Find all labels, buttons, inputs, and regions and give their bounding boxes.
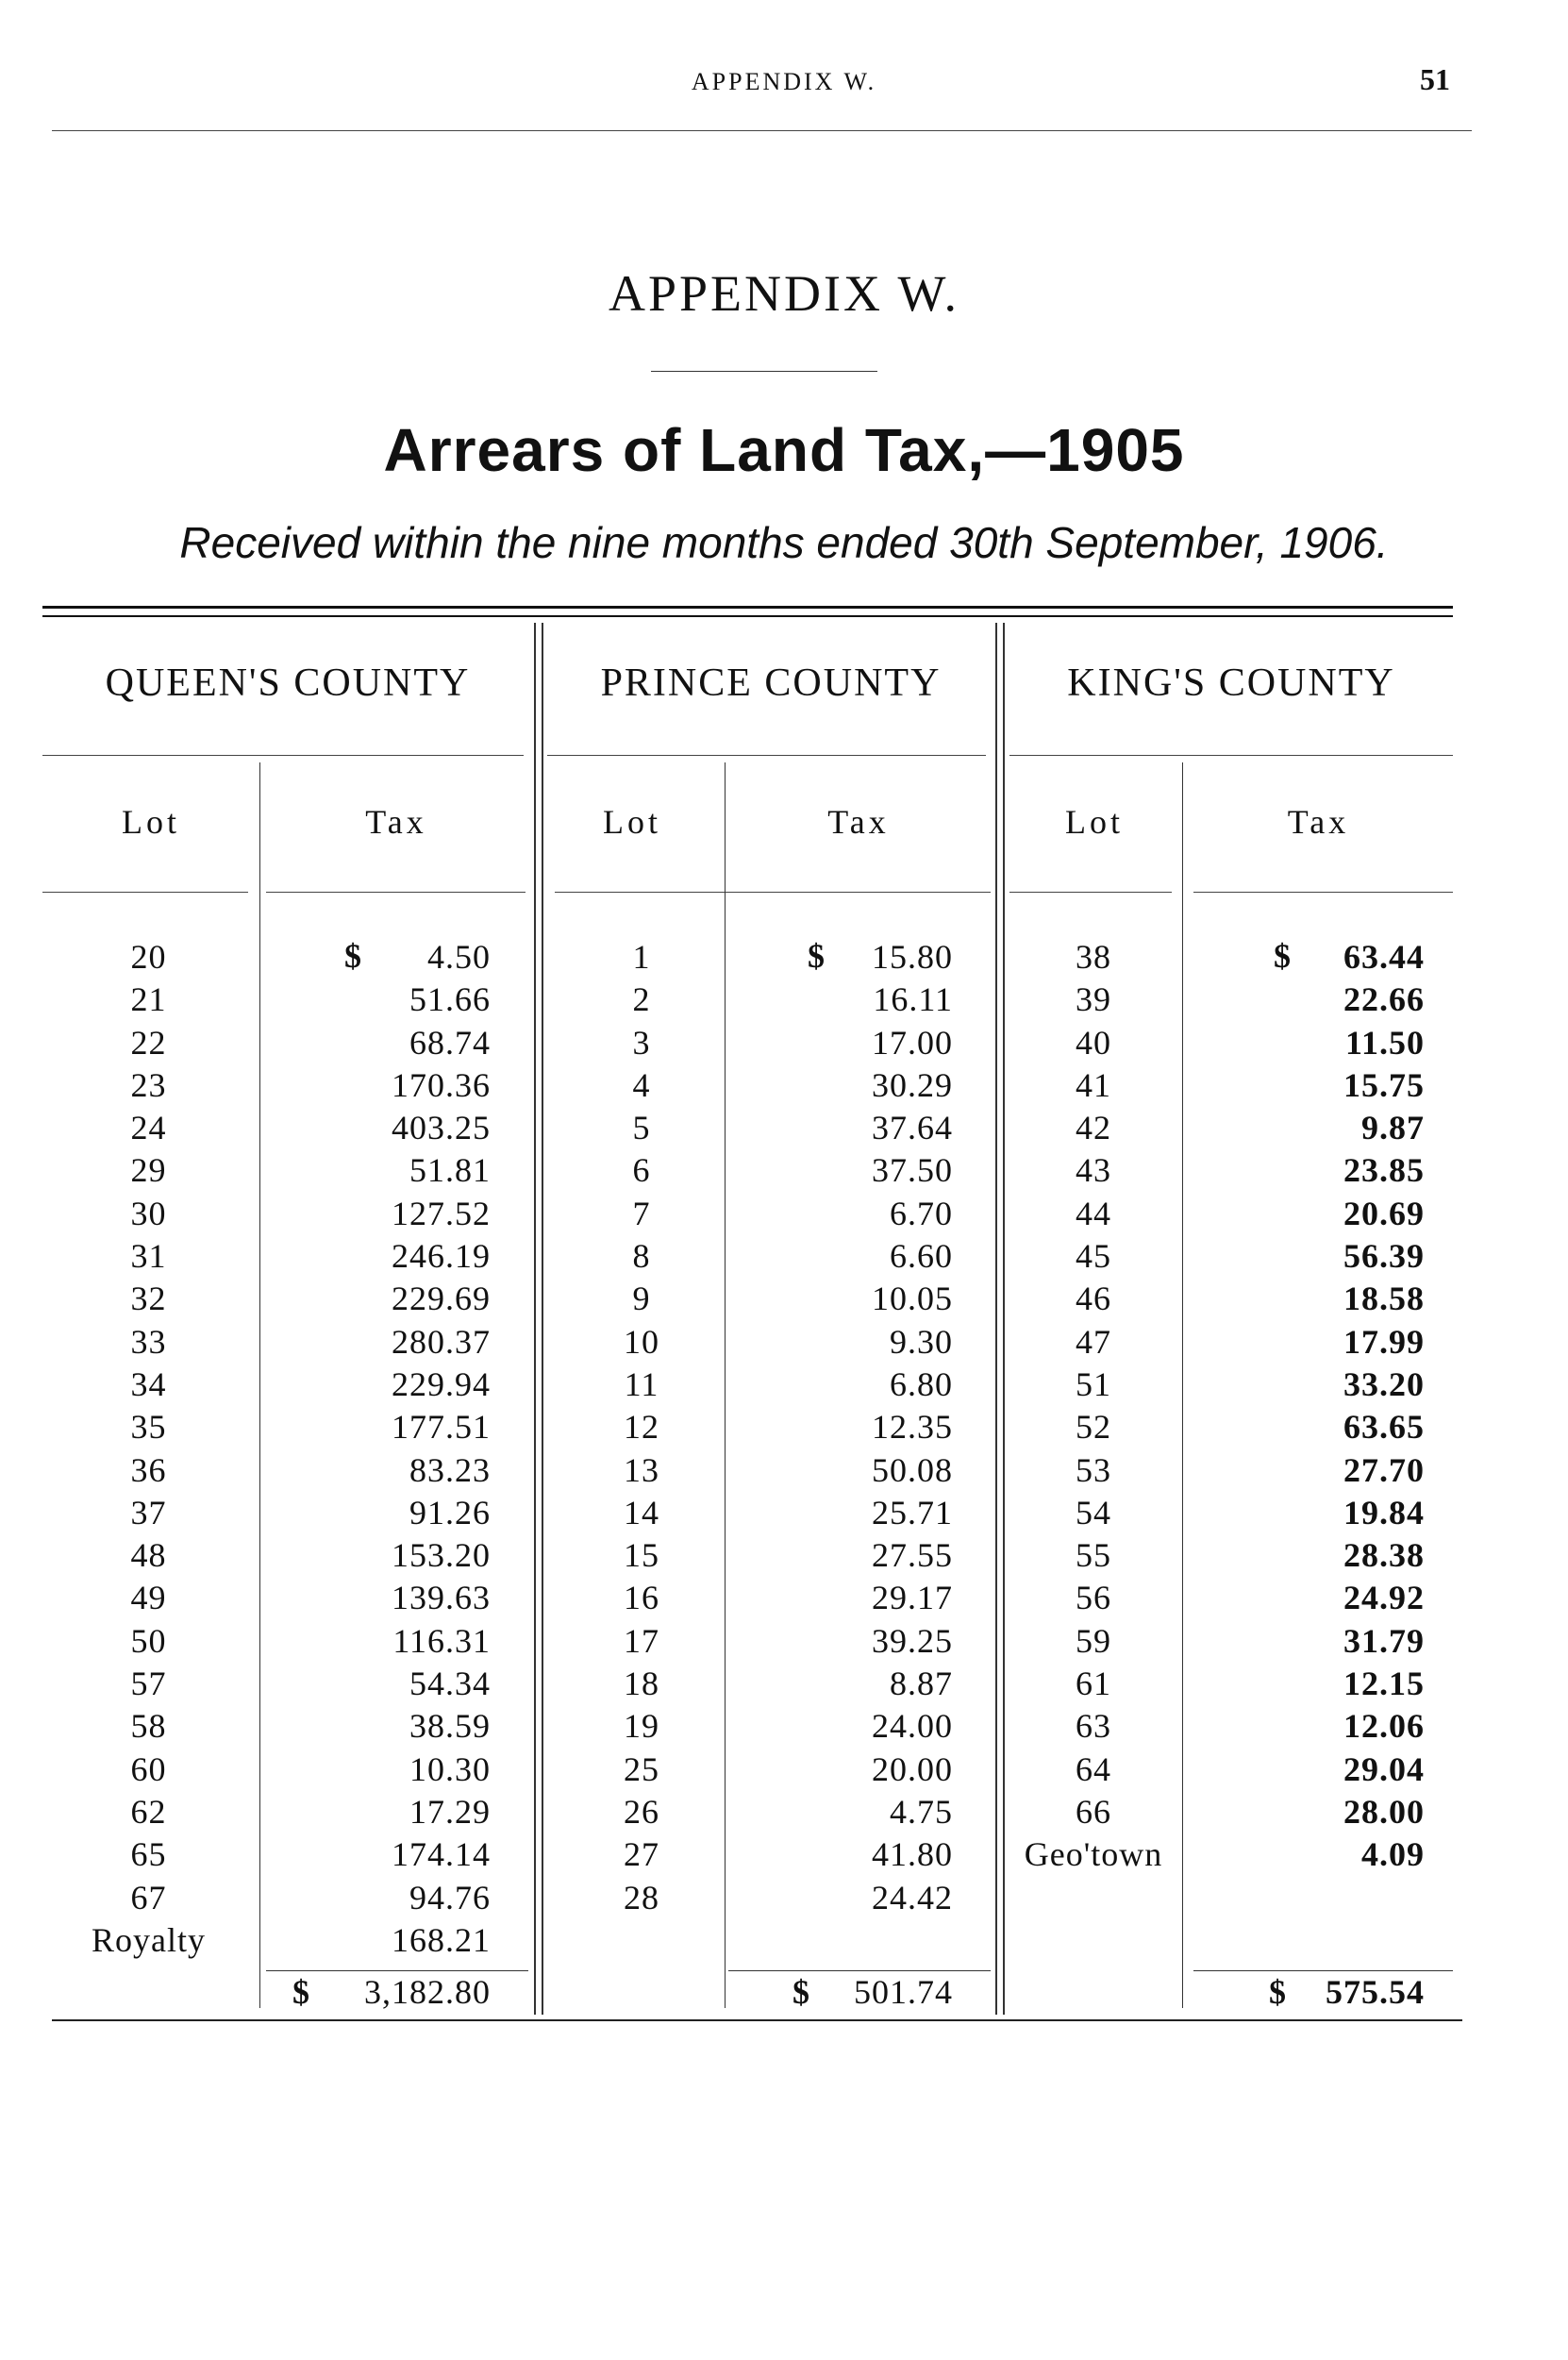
colhead-rule-5 (1193, 892, 1453, 893)
tax-cell: 168.21 (392, 1920, 491, 1959)
tax-cell: 19.84 (1343, 1493, 1425, 1531)
tax-header-prince: Tax (827, 803, 890, 841)
total-prince (792, 1972, 953, 2012)
tax-cell: 29.04 (1343, 1749, 1425, 1788)
dollar-sign: $ (1274, 937, 1291, 975)
colhead-rule-4 (1009, 892, 1172, 893)
table-bottom-rule (52, 2019, 1462, 2021)
tax-cell: 24.00 (872, 1707, 953, 1746)
lot-cell: Royalty (92, 1920, 206, 1959)
colhead-rule-2 (266, 892, 525, 893)
tax-cell: 11.50 (1344, 1023, 1425, 1062)
lot-cell: 32 (130, 1280, 167, 1318)
lot-cell: 37 (130, 1493, 167, 1531)
lot-cell: 42 (1076, 1109, 1111, 1147)
lot-cell: 66 (1076, 1792, 1111, 1831)
lot-cell: 20 (130, 938, 167, 976)
lot-cell: 58 (130, 1707, 167, 1746)
tax-cell: 20.00 (872, 1749, 953, 1788)
lot-cell: 27 (624, 1835, 659, 1874)
total-rule-prince (728, 1970, 991, 1971)
lot-cell: 31 (130, 1237, 167, 1276)
lot-cell: 26 (624, 1792, 659, 1831)
tax-cell: 139.63 (392, 1579, 491, 1617)
tax-cell: 17.99 (1343, 1322, 1425, 1361)
total-value: 501.74 (854, 1973, 953, 2011)
total-value: 575.54 (1326, 1973, 1425, 2011)
lot-cell: 11 (624, 1364, 659, 1403)
tax-cell: 10.05 (872, 1280, 953, 1318)
dollar-sign: $ (344, 937, 361, 975)
tax-cell: 16.11 (873, 980, 953, 1019)
tax-cell: 28.38 (1343, 1536, 1425, 1575)
lot-cell: 44 (1076, 1194, 1111, 1232)
tax-cell: 27.55 (872, 1536, 953, 1575)
tax-cell: 41.80 (872, 1835, 953, 1874)
tax-cell: 37.64 (872, 1109, 953, 1147)
subtitle: Received within the nine months ended 30th September, 1906. (179, 518, 1389, 567)
tax-cell: 39.25 (872, 1621, 953, 1660)
lot-cell: 65 (130, 1835, 167, 1874)
tax-cell: 94.76 (409, 1878, 491, 1916)
tax-cell: 10.30 (409, 1749, 491, 1788)
lot-cell: 43 (1076, 1151, 1111, 1190)
lot-cell: 45 (1076, 1237, 1111, 1276)
lot-cell: 22 (130, 1023, 167, 1062)
lot-cell: 60 (130, 1749, 167, 1788)
lot-cell: 59 (1076, 1621, 1111, 1660)
colhead-rule-3 (555, 892, 991, 893)
tax-cell: 177.51 (392, 1408, 491, 1447)
lot-cell: 24 (130, 1109, 167, 1147)
tax-cell: 56.39 (1343, 1237, 1425, 1276)
tax-cell: 24.42 (872, 1878, 953, 1916)
lot-cell: 63 (1076, 1707, 1111, 1746)
tax-column-kings (1208, 936, 1425, 1877)
lot-cell: 56 (1076, 1579, 1111, 1617)
total-rule-queens (266, 1970, 528, 1971)
lot-cell: 3 (632, 1023, 651, 1062)
tax-cell: 153.20 (392, 1536, 491, 1575)
tax-cell: 15.75 (1343, 1065, 1425, 1104)
running-head: APPENDIX W. (691, 68, 877, 95)
lot-cell: 46 (1076, 1280, 1111, 1318)
total-queens (292, 1972, 491, 2012)
tax-header-queens: Tax (365, 803, 427, 841)
tax-cell: 12.06 (1343, 1707, 1425, 1746)
tax-cell: 54.34 (409, 1665, 491, 1703)
lot-cell: 50 (130, 1621, 167, 1660)
tax-cell: 116.31 (392, 1621, 491, 1660)
lot-cell: 23 (130, 1065, 167, 1104)
tax-cell: 31.79 (1343, 1621, 1425, 1660)
lot-cell: 53 (1076, 1450, 1111, 1489)
dollar-sign: $ (792, 1973, 810, 2011)
vrule-divider-2a (995, 623, 997, 2015)
tax-cell: 280.37 (392, 1322, 491, 1361)
dollar-sign: $ (808, 937, 825, 975)
lot-cell: 29 (130, 1151, 167, 1190)
tax-cell: 8.87 (890, 1665, 953, 1703)
lot-column-kings (1008, 936, 1179, 1877)
main-title: Arrears of Land Tax,—1905 (383, 416, 1185, 484)
tax-cell: 12.35 (872, 1408, 953, 1447)
lot-header-kings: Lot (1065, 803, 1124, 841)
page-number: 51 (1420, 62, 1450, 96)
total-kings (1269, 1972, 1425, 2012)
tax-cell: 229.69 (392, 1280, 491, 1318)
lot-cell: 38 (1076, 938, 1111, 976)
tax-cell: 170.36 (392, 1065, 491, 1104)
lot-cell: 64 (1076, 1749, 1111, 1788)
tax-header-kings: Tax (1287, 803, 1350, 841)
lot-cell: 4 (632, 1065, 651, 1104)
vrule-kings (1182, 762, 1183, 2008)
lot-cell: 49 (130, 1579, 167, 1617)
lot-cell: 34 (130, 1364, 167, 1403)
tax-column-queens (283, 936, 491, 1962)
dollar-sign: $ (292, 1973, 310, 2011)
lot-cell: 6 (632, 1151, 651, 1190)
tax-cell: 63.44 (1343, 938, 1425, 976)
lot-cell: 62 (130, 1792, 167, 1831)
dollar-sign: $ (1269, 1973, 1287, 2011)
lot-column-prince (547, 936, 736, 1919)
header-rule (52, 130, 1472, 131)
table-top-rule (42, 606, 1453, 609)
vrule-queens (259, 762, 260, 2008)
total-rule-kings (1193, 1970, 1453, 1971)
lot-header-prince: Lot (603, 803, 661, 841)
lot-cell: 30 (130, 1194, 167, 1232)
lot-cell: 7 (632, 1194, 651, 1232)
lot-cell: 67 (130, 1878, 167, 1916)
tax-column-prince (745, 936, 953, 1919)
tax-cell: 24.92 (1343, 1579, 1425, 1617)
lot-cell: 5 (632, 1109, 651, 1147)
lot-cell: 33 (130, 1322, 167, 1361)
tax-cell: 174.14 (392, 1835, 491, 1874)
tax-cell: 17.29 (409, 1792, 491, 1831)
tax-cell: 12.15 (1343, 1665, 1425, 1703)
lot-cell: 15 (624, 1536, 659, 1575)
tax-cell: 4.75 (890, 1792, 953, 1831)
lot-cell: 39 (1076, 980, 1111, 1019)
lot-cell: 13 (624, 1450, 659, 1489)
lot-column-queens (42, 936, 255, 1962)
lot-cell: 21 (130, 980, 167, 1019)
lot-cell: 51 (1076, 1364, 1111, 1403)
lot-cell: 61 (1076, 1665, 1111, 1703)
tax-cell: 33.20 (1343, 1364, 1425, 1403)
vrule-divider-1a (534, 623, 536, 2015)
lot-cell: 19 (624, 1707, 659, 1746)
tax-cell: 63.65 (1343, 1408, 1425, 1447)
lot-cell: 16 (624, 1579, 659, 1617)
lot-cell: 2 (632, 980, 651, 1019)
lot-cell: 12 (624, 1408, 659, 1447)
lot-cell: 25 (624, 1749, 659, 1788)
county-header-queens: QUEEN'S COUNTY (105, 661, 471, 705)
lot-cell: 55 (1076, 1536, 1111, 1575)
lot-cell: 57 (130, 1665, 167, 1703)
table-top-rule-2 (42, 615, 1453, 617)
county-rule-3 (1009, 755, 1453, 756)
lot-cell: 47 (1076, 1322, 1111, 1361)
tax-cell: 9.30 (890, 1322, 953, 1361)
total-value: 3,182.80 (364, 1973, 491, 2011)
appendix-title: APPENDIX W. (608, 265, 960, 322)
tax-cell: 38.59 (409, 1707, 491, 1746)
tax-cell: 127.52 (392, 1194, 491, 1232)
tax-cell: 51.81 (409, 1151, 491, 1190)
colhead-rule-1 (42, 892, 248, 893)
tax-cell: 25.71 (872, 1493, 953, 1531)
tax-cell: 51.66 (409, 980, 491, 1019)
county-header-prince: PRINCE COUNTY (600, 661, 942, 705)
county-header-kings: KING'S COUNTY (1067, 661, 1395, 705)
tax-cell: 4.50 (427, 938, 491, 976)
lot-cell: Geo'town (1024, 1835, 1163, 1874)
tax-cell: 15.80 (872, 938, 953, 976)
lot-cell: 36 (130, 1450, 167, 1489)
lot-cell: 41 (1076, 1065, 1111, 1104)
tax-cell: 18.58 (1343, 1280, 1425, 1318)
tax-cell: 4.09 (1361, 1835, 1425, 1874)
vrule-divider-1b (542, 623, 543, 2015)
tax-cell: 37.50 (872, 1151, 953, 1190)
lot-cell: 1 (632, 938, 651, 976)
tax-cell: 6.70 (890, 1194, 953, 1232)
tax-cell: 50.08 (872, 1450, 953, 1489)
lot-cell: 8 (632, 1237, 651, 1276)
tax-cell: 27.70 (1343, 1450, 1425, 1489)
tax-cell: 22.66 (1343, 980, 1425, 1019)
tax-cell: 91.26 (409, 1493, 491, 1531)
county-rule-1 (42, 755, 524, 756)
tax-cell: 83.23 (409, 1450, 491, 1489)
lot-cell: 52 (1076, 1408, 1111, 1447)
tax-cell: 403.25 (392, 1109, 491, 1147)
lot-cell: 10 (624, 1322, 659, 1361)
lot-cell: 14 (624, 1493, 659, 1531)
lot-cell: 40 (1076, 1023, 1111, 1062)
tax-cell: 246.19 (392, 1237, 491, 1276)
lot-header-queens: Lot (122, 803, 180, 841)
tax-cell: 30.29 (872, 1065, 953, 1104)
lot-cell: 35 (130, 1408, 167, 1447)
lot-cell: 28 (624, 1878, 659, 1916)
county-rule-2 (547, 755, 986, 756)
tax-cell: 229.94 (392, 1364, 491, 1403)
tax-cell: 20.69 (1343, 1194, 1425, 1232)
lot-cell: 17 (624, 1621, 659, 1660)
lot-cell: 54 (1076, 1493, 1111, 1531)
tax-cell: 23.85 (1343, 1151, 1425, 1190)
vrule-divider-2b (1003, 623, 1005, 2015)
tax-cell: 68.74 (409, 1023, 491, 1062)
lot-cell: 9 (632, 1280, 651, 1318)
tax-cell: 6.80 (890, 1364, 953, 1403)
lot-cell: 18 (624, 1665, 659, 1703)
tax-cell: 17.00 (872, 1023, 953, 1062)
tax-cell: 28.00 (1343, 1792, 1425, 1831)
tax-cell: 29.17 (872, 1579, 953, 1617)
title-rule (651, 371, 877, 372)
tax-cell: 6.60 (890, 1237, 953, 1276)
lot-cell: 48 (130, 1536, 167, 1575)
tax-cell: 9.87 (1361, 1109, 1425, 1147)
